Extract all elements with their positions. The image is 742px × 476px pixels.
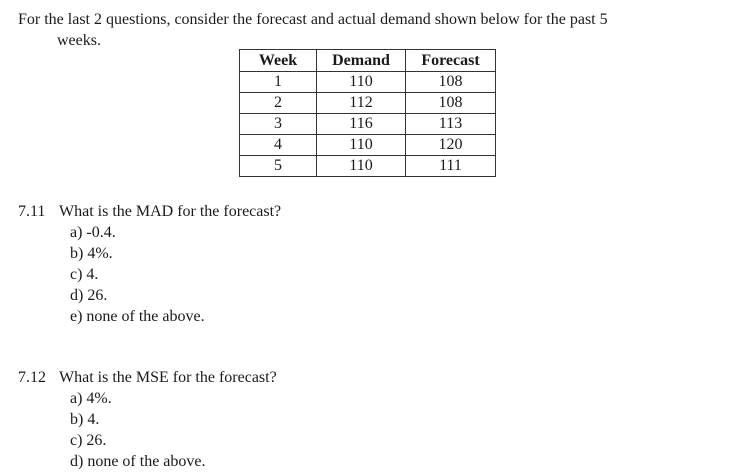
table-row xyxy=(240,72,496,93)
header-forecast: Forecast xyxy=(406,50,496,72)
answer-option-d: d) 26. xyxy=(70,287,108,304)
answer-option-a: a) 4%. xyxy=(70,390,112,407)
cell-week: 1 xyxy=(240,72,317,93)
table-row xyxy=(240,156,496,177)
answer-option-b: b) 4. xyxy=(70,411,100,428)
cell-demand: 116 xyxy=(317,114,406,135)
question-stem xyxy=(18,201,281,222)
question-7-11 xyxy=(18,201,281,327)
answer-option-b: b) 4%. xyxy=(70,245,113,262)
intro-line-2: weeks. xyxy=(57,32,101,49)
question-stem xyxy=(18,367,277,388)
cell-week: 3 xyxy=(240,114,317,135)
header-week: Week xyxy=(240,50,317,72)
header-demand: Demand xyxy=(317,50,406,72)
answer-option-d: d) none of the above. xyxy=(70,453,206,470)
answer-option-c: c) 26. xyxy=(70,432,107,449)
cell-forecast: 120 xyxy=(406,135,496,156)
question-7-12 xyxy=(18,367,277,472)
cell-week: 2 xyxy=(240,93,317,114)
intro-line-1: For the last 2 questions, consider the forecast and actual demand shown below for the past 5 xyxy=(18,11,608,28)
cell-demand: 110 xyxy=(317,156,406,177)
cell-forecast: 108 xyxy=(406,93,496,114)
cell-demand: 110 xyxy=(317,135,406,156)
question-text: What is the MSE for the forecast? xyxy=(59,369,277,386)
answer-option-e: e) none of the above. xyxy=(70,308,205,325)
answer-option-a: a) -0.4. xyxy=(70,224,116,241)
question-text: What is the MAD for the forecast? xyxy=(59,203,282,220)
cell-forecast: 108 xyxy=(406,72,496,93)
table-row xyxy=(240,135,496,156)
cell-forecast: 111 xyxy=(406,156,496,177)
cell-week: 5 xyxy=(240,156,317,177)
cell-week: 4 xyxy=(240,135,317,156)
question-number: 7.11 xyxy=(18,203,46,220)
table-row xyxy=(240,114,496,135)
cell-demand: 110 xyxy=(317,72,406,93)
table-row xyxy=(240,93,496,114)
answer-options xyxy=(18,222,281,327)
answer-options xyxy=(18,388,277,472)
table-header-row xyxy=(240,50,496,72)
intro-paragraph xyxy=(18,9,728,51)
cell-demand: 112 xyxy=(317,93,406,114)
answer-option-c: c) 4. xyxy=(70,266,99,283)
cell-forecast: 113 xyxy=(406,114,496,135)
forecast-table xyxy=(239,49,496,177)
question-number: 7.12 xyxy=(18,369,46,386)
